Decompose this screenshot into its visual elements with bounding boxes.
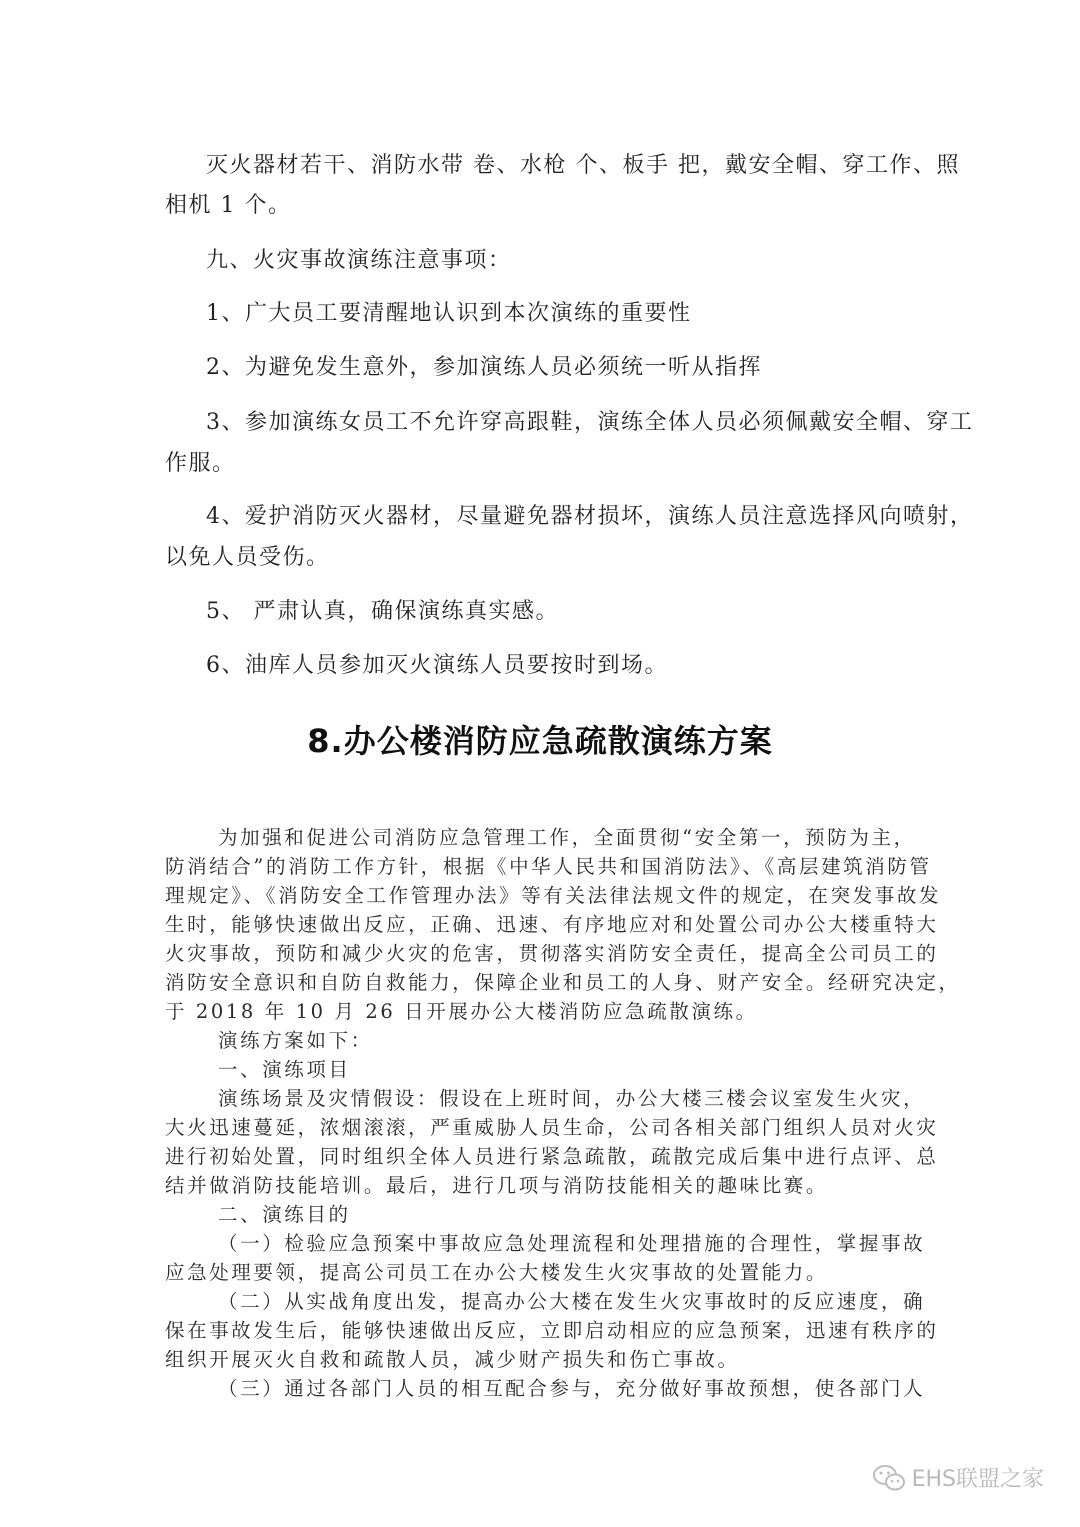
materials-line-1: 灭火器材若干、消防水带 卷、水枪 个、板手 把，戴安全帽、穿工作、照 bbox=[206, 153, 960, 178]
precaution-item-2: 2、为避免发生意外，参加演练人员必须统一听从指挥 bbox=[206, 355, 762, 380]
goal-2-line-3: 组织开展灭火自救和疏散人员，减少财产损失和伤亡事故。 bbox=[165, 1348, 740, 1371]
body-line-4: 生时，能够快速做出反应，正确、迅速、有序地应对和处置公司办公大楼重特大 bbox=[165, 913, 939, 936]
body-line-5: 火灾事故，预防和减少火灾的危害，贯彻落实消防安全责任，提高全公司员工的 bbox=[165, 942, 939, 965]
page-title: 8.办公楼消防应急疏散演练方案 bbox=[307, 722, 773, 760]
wechat-icon bbox=[872, 1463, 906, 1493]
precaution-item-6: 6、油库人员参加灭火演练人员要按时到场。 bbox=[206, 653, 668, 678]
goal-1-line-1: （一）检验应急预案中事故应急处理流程和处理措施的合理性，掌握事故 bbox=[218, 1232, 926, 1255]
precaution-item-4-cont: 以免人员受伤。 bbox=[165, 545, 330, 570]
scenario-line-4: 结并做消防技能培训。最后，进行几项与消防技能相关的趣味比赛。 bbox=[165, 1174, 829, 1197]
precaution-item-3-cont: 作服。 bbox=[165, 451, 236, 476]
body-line-3: 理规定》、《消防安全工作管理办法》等有关法律法规文件的规定，在突发事故发 bbox=[165, 884, 942, 907]
body-line-6: 消防安全意识和自防自救能力，保障企业和员工的人身、财产安全。经研究决定， bbox=[165, 971, 961, 994]
scenario-line-1: 演练场景及灾情假设：假设在上班时间，办公大楼三楼会议室发生火灾， bbox=[218, 1087, 926, 1110]
body-line-2: 防消结合”的消防工作方针，根据《中华人民共和国消防法》、《高层建筑消防管 bbox=[165, 855, 932, 878]
scenario-line-2: 大火迅速蔓延，浓烟滚滚，严重威胁人员生命，公司各相关部门组织人员对火灾 bbox=[165, 1116, 939, 1139]
watermark-text: EHS联盟之家 bbox=[911, 1467, 1044, 1492]
watermark bbox=[872, 1462, 1044, 1493]
body-line-1: 为加强和促进公司消防应急管理工作，全面贯彻“安全第一，预防为主， bbox=[218, 826, 916, 849]
goal-3-line-1: （三）通过各部门人员的相互配合参与，充分做好事故预想，使各部门人 bbox=[218, 1377, 926, 1400]
section-heading-precautions: 九、火灾事故演练注意事项： bbox=[206, 248, 512, 273]
section-heading-drill-goals: 二、演练目的 bbox=[218, 1203, 351, 1226]
precaution-item-3: 3、参加演练女员工不允许穿高跟鞋，演练全体人员必须佩戴安全帽、穿工 bbox=[206, 410, 974, 435]
section-heading-drill-items: 一、演练项目 bbox=[218, 1058, 351, 1081]
materials-line-2: 相机 1 个。 bbox=[165, 193, 292, 218]
plan-intro: 演练方案如下： bbox=[218, 1029, 373, 1052]
goal-1-line-2: 应急处理要领，提高公司员工在办公大楼发生火灾事故的处置能力。 bbox=[165, 1261, 829, 1284]
goal-2-line-2: 保在事故发生后，能够快速做出反应，立即启动相应的应急预案，迅速有秩序的 bbox=[165, 1319, 939, 1342]
precaution-item-5: 5、 严肃认真，确保演练真实感。 bbox=[206, 599, 559, 624]
goal-2-line-1: （二）从实战角度出发，提高办公大楼在发生火灾事故时的反应速度，确 bbox=[218, 1290, 926, 1313]
body-line-7: 于 2018 年 10 月 26 日开展办公大楼消防应急疏散演练。 bbox=[165, 1000, 758, 1023]
precaution-item-1: 1、广大员工要清醒地认识到本次演练的重要性 bbox=[206, 301, 692, 326]
scenario-line-3: 进行初始处置，同时组织全体人员进行紧急疏散，疏散完成后集中进行点评、总 bbox=[165, 1145, 939, 1168]
precaution-item-4: 4、爱护消防灭火器材，尽量避免器材损坏，演练人员注意选择风向喷射， bbox=[206, 504, 974, 529]
